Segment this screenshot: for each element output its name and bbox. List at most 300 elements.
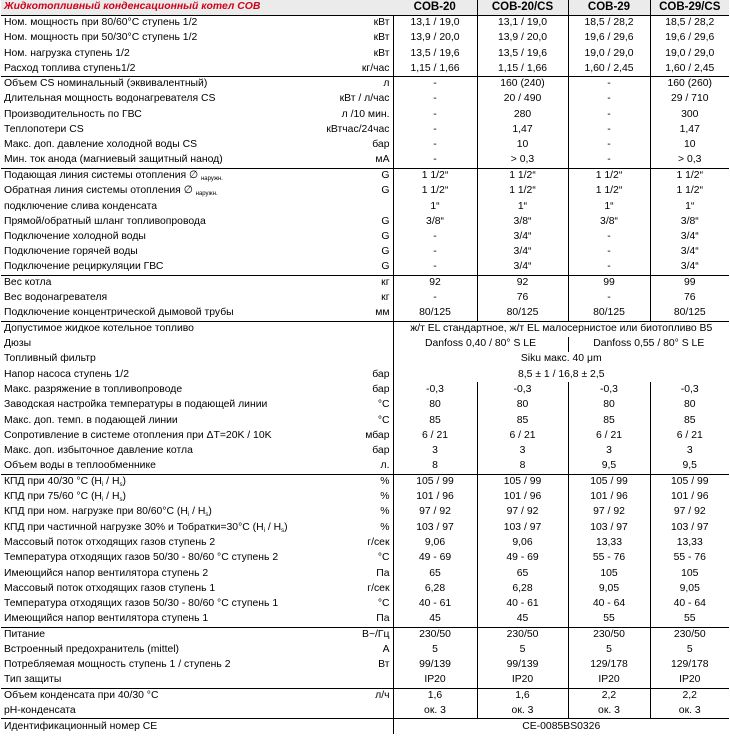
value-cell: 85	[568, 413, 650, 428]
value-cell: 80/125	[393, 306, 477, 321]
parameter-label: Подающая линия системы отопления ∅ $_{наружн.}$	[1, 168, 304, 183]
value-cell: ок. 3	[568, 704, 650, 719]
unit-cell: Па	[304, 566, 393, 581]
parameter-label: Дюзы	[4, 338, 32, 350]
value-cell: 105	[568, 566, 650, 581]
unit-cell: G	[304, 245, 393, 260]
parameter-label: Мин. ток анода (магниевый защитный нанод)	[4, 154, 223, 166]
unit-cell	[304, 704, 393, 719]
value-cell: -	[393, 92, 477, 107]
value-cell: 40 - 61	[393, 597, 477, 612]
value-cell: 9,5	[568, 459, 650, 474]
value-cell: 13,1 / 19,0	[477, 15, 568, 30]
value-cell: 1,15 / 1,66	[393, 61, 477, 76]
parameter-label: Обратная линия системы отопления ∅ $_{наружн.}$	[4, 185, 218, 198]
value-cell: 9,5	[682, 460, 697, 472]
table-row	[1, 459, 729, 474]
parameter-label: КПД при 40/30 °C $(H_i / H_s)$	[1, 474, 304, 489]
parameter-label: Расход топлива ступень1/2	[4, 62, 136, 74]
parameter-label: Прямой/обратный шланг топливопровода	[4, 215, 206, 227]
value-cell: 1 1/2“	[650, 168, 729, 183]
value-cell: 105 / 99	[568, 474, 650, 489]
value-cell: 1 1/2“	[477, 184, 568, 199]
value-cell: 6 / 21	[568, 428, 650, 443]
value-cell: -	[568, 291, 650, 306]
value-cell: 1,47	[679, 124, 700, 136]
table-row	[1, 413, 729, 428]
table-row	[1, 566, 729, 581]
value-cell: 230/50	[650, 627, 729, 642]
value-cell: 18,5 / 28,2	[665, 17, 715, 29]
table-row	[1, 444, 729, 459]
value-cell: 160 (240)	[477, 76, 568, 91]
unit-cell: G	[304, 260, 393, 275]
value-cell: 1 1/2“	[568, 184, 650, 199]
value-cell: 29 / 710	[670, 93, 709, 105]
table-row	[1, 337, 729, 352]
parameter-label: Допустимое жидкое котельное топливо	[1, 321, 304, 336]
parameter-label: Ном. мощность при 80/60°C ступень 1/2	[4, 17, 198, 29]
unit-cell: л/ч	[304, 688, 393, 703]
model-header: COB-20	[393, 0, 477, 15]
table-row	[1, 704, 729, 719]
table-row	[1, 597, 729, 612]
table-title: Жидкотопливный конденсационный котел COB	[1, 0, 393, 15]
value-cell: 6,28	[477, 581, 568, 596]
table-row	[1, 658, 729, 673]
value-cell: 97 / 92	[673, 506, 706, 518]
unit-cell: В~/Гц	[304, 627, 393, 642]
value-cell: 3	[686, 445, 693, 457]
value-cell: 99/139	[393, 658, 477, 673]
value-cell: 40 - 64	[673, 598, 706, 610]
parameter-label: Макс. доп. избыточное давление котла	[4, 445, 193, 457]
unit-cell: °C	[304, 413, 393, 428]
parameter-label: Имеющийся напор вентилятора ступень 2	[4, 567, 209, 579]
parameter-label: Вес котла	[1, 275, 304, 290]
unit-cell	[304, 337, 393, 352]
table-row	[1, 490, 729, 505]
unit-cell: л.	[304, 459, 393, 474]
unit-cell: кВт	[304, 31, 393, 46]
value-cell: ок. 3	[393, 704, 477, 719]
value-cell: 13,9 / 20,0	[477, 31, 568, 46]
unit-cell: G	[304, 214, 393, 229]
table-row	[1, 46, 729, 61]
unit-cell: кг	[304, 291, 393, 306]
parameter-label: Массовый поток отходящих газов ступень 2	[4, 537, 216, 549]
value-cell: 99	[568, 275, 650, 290]
value-cell: 8	[477, 459, 568, 474]
value-cell: 101 / 96	[670, 491, 709, 503]
value-cell: 40 - 64	[568, 597, 650, 612]
value-cell: 3/4“	[477, 245, 568, 260]
value-cell: 3	[477, 444, 568, 459]
unit-cell: мбар	[304, 428, 393, 443]
value-cell: IP20	[568, 673, 650, 688]
value-cell: 1,60 / 2,45	[568, 61, 650, 76]
value-cell: 19,0 / 29,0	[665, 47, 715, 59]
value-cell: 5	[568, 642, 650, 657]
value-cell: IP20	[393, 673, 477, 688]
value-cell: 101 / 96	[393, 490, 477, 505]
parameter-label: Заводская настройка температуры в подающей линии	[4, 399, 268, 411]
value-cell: Danfoss 0,40 / 80° S LE	[393, 337, 568, 352]
unit-cell: кг	[304, 275, 393, 290]
table-row	[1, 291, 729, 306]
value-cell: -	[393, 229, 477, 244]
table-row	[1, 92, 729, 107]
value-cell: 3/4“	[680, 231, 699, 243]
value-cell: > 0,3	[678, 154, 702, 166]
table-row	[1, 642, 729, 657]
value-cell: 103 / 97	[393, 520, 477, 535]
value-cell: 55	[568, 612, 650, 627]
parameter-label: Макс. разряжение в топливопроводе	[4, 384, 183, 396]
value-cell: 280	[477, 107, 568, 122]
value-cell: 6,28	[393, 581, 477, 596]
parameter-label: Топливный фильтр	[4, 353, 96, 365]
value-cell: 92	[477, 275, 568, 290]
parameter-label: Производительность по ГВС	[4, 108, 142, 120]
value-cell: 101 / 96	[568, 490, 650, 505]
value-cell: -	[393, 76, 477, 91]
parameter-label: pH-конденсата	[4, 705, 76, 717]
value-cell: 3/8“	[477, 214, 568, 229]
unit-cell: Па	[304, 612, 393, 627]
value-cell: -	[568, 107, 650, 122]
value-cell: -	[393, 107, 477, 122]
value-cell: ок. 3	[477, 704, 568, 719]
value-cell: 1“	[477, 199, 568, 214]
table-row	[1, 61, 729, 76]
value-cell: CE-0085BS0326	[393, 719, 729, 734]
value-cell: 20 / 490	[477, 92, 568, 107]
value-cell: -	[393, 291, 477, 306]
value-cell: 103 / 97	[477, 520, 568, 535]
value-cell: 1,6	[477, 688, 568, 703]
value-cell: -0,3	[680, 384, 699, 396]
value-cell: 6 / 21	[393, 428, 477, 443]
value-cell: 1“	[393, 199, 477, 214]
parameter-label: Напор насоса ступень 1/2	[4, 368, 129, 380]
value-cell: 55	[683, 613, 696, 625]
unit-cell	[304, 352, 393, 367]
parameter-label: КПД при 75/60 °C $(H_i / H_s)$	[4, 491, 126, 504]
table-row	[1, 31, 729, 46]
table-row	[1, 382, 729, 397]
unit-cell: °C	[304, 398, 393, 413]
unit-cell: °C	[304, 551, 393, 566]
value-cell: 76	[477, 291, 568, 306]
model-header: COB-29	[568, 0, 650, 15]
parameter-label: Теплопотери CS	[4, 124, 84, 136]
value-cell: -	[568, 138, 650, 153]
value-cell: 55 - 76	[673, 552, 706, 564]
unit-cell: кВт	[304, 46, 393, 61]
value-cell: 40 - 61	[477, 597, 568, 612]
value-cell: 10	[683, 139, 696, 151]
value-cell: 13,1 / 19,0	[393, 15, 477, 30]
table-row	[1, 138, 729, 153]
value-cell: 76	[683, 292, 696, 304]
table-row	[1, 168, 729, 183]
parameter-label: Объем воды в теплообменнике	[4, 460, 156, 472]
value-cell: 49 - 69	[477, 551, 568, 566]
table-row	[1, 107, 729, 122]
value-cell: 105 / 99	[393, 474, 477, 489]
value-cell: 9,05	[679, 582, 700, 594]
value-cell: ж/т EL стандартное, ж/т EL малосернистое или биотопливо B5	[393, 321, 729, 336]
value-cell: 97 / 92	[477, 505, 568, 520]
parameter-label: Длительная мощность водонагревателя CS	[4, 93, 216, 105]
value-cell: 2,2	[568, 688, 650, 703]
parameter-label: Подключение концентрической дымовой трубы	[4, 307, 234, 319]
table-row	[1, 627, 729, 642]
value-cell: 97 / 92	[568, 505, 650, 520]
value-cell: 80/125	[477, 306, 568, 321]
value-cell: -	[568, 122, 650, 137]
table-row	[1, 474, 729, 489]
unit-cell: %	[304, 474, 393, 489]
table-row	[1, 551, 729, 566]
table-header	[1, 0, 729, 15]
value-cell: IP20	[477, 673, 568, 688]
unit-cell: G	[304, 229, 393, 244]
value-cell: 129/178	[670, 659, 709, 671]
parameter-label: Имеющийся напор вентилятора ступень 1	[4, 613, 209, 625]
value-cell: 6 / 21	[477, 428, 568, 443]
value-cell: -	[568, 260, 650, 275]
value-cell: 105 / 99	[477, 474, 568, 489]
value-cell: -0,3	[568, 382, 650, 397]
value-cell: 49 - 69	[393, 551, 477, 566]
value-cell: 3/4“	[680, 246, 699, 258]
value-cell: 80/125	[568, 306, 650, 321]
value-cell: 160 (260)	[650, 76, 729, 91]
parameter-label: Макс. доп. давление холодной воды CS	[4, 139, 198, 151]
value-cell: 105	[681, 567, 699, 579]
value-cell: 19,6 / 29,6	[568, 31, 650, 46]
value-cell: 97 / 92	[393, 505, 477, 520]
table-row	[1, 122, 729, 137]
value-cell: 99	[650, 275, 729, 290]
parameter-label: КПД при ном. нагрузке при 80/60°C $(H_i / H_s)$	[4, 506, 212, 519]
parameter-label: Подключение горячей воды	[4, 246, 138, 258]
value-cell: 1,60 / 2,45	[665, 62, 715, 74]
value-cell: -	[568, 92, 650, 107]
value-cell: 3/8“	[568, 214, 650, 229]
value-cell: -	[568, 153, 650, 168]
value-cell: 8	[393, 459, 477, 474]
value-cell: > 0,3	[477, 153, 568, 168]
parameter-label: Вес водонагревателя	[4, 292, 108, 304]
unit-cell	[304, 321, 393, 336]
table-row	[1, 260, 729, 275]
value-cell: 5	[393, 642, 477, 657]
unit-cell: кВт	[304, 15, 393, 30]
value-cell: -	[568, 229, 650, 244]
parameter-label: Подключение холодной воды	[4, 231, 146, 243]
value-cell: Danfoss 0,55 / 80° S LE	[593, 338, 705, 350]
table-row	[1, 688, 729, 703]
table-row	[1, 367, 729, 382]
value-cell: 13,33	[676, 537, 703, 549]
unit-cell	[304, 199, 393, 214]
value-cell: 5	[686, 644, 693, 656]
unit-cell: G	[304, 168, 393, 183]
value-cell: Siku макс. 40 μm	[520, 353, 602, 365]
value-cell: 80	[477, 398, 568, 413]
value-cell: 3/8“	[393, 214, 477, 229]
value-cell: 13,5 / 19,6	[477, 46, 568, 61]
value-cell: 1 1/2“	[477, 168, 568, 183]
model-header: COB-29/CS	[650, 0, 729, 15]
value-cell: 65	[477, 566, 568, 581]
value-cell: 3	[568, 444, 650, 459]
unit-cell: кВтчас/24час	[304, 122, 393, 137]
value-cell: 230/50	[477, 627, 568, 642]
parameter-label: Встроенный предохранитель (mittel)	[4, 644, 180, 656]
unit-cell: °C	[304, 597, 393, 612]
table-row	[1, 321, 729, 336]
value-cell: 9,06	[477, 535, 568, 550]
model-header: COB-20/CS	[477, 0, 568, 15]
value-cell: -0,3	[393, 382, 477, 397]
table-row	[1, 229, 729, 244]
value-cell: 55 - 76	[568, 551, 650, 566]
value-cell: 8,5 ± 1 / 16,8 ± 2,5	[517, 368, 605, 380]
unit-cell: бар	[304, 382, 393, 397]
parameter-label: Объем конденсата при 40/30 °C	[1, 688, 304, 703]
value-cell: 230/50	[568, 627, 650, 642]
table-row	[1, 275, 729, 290]
unit-cell: л /10 мин.	[304, 107, 393, 122]
value-cell: 80	[393, 398, 477, 413]
unit-cell: бар	[304, 367, 393, 382]
unit-cell: G	[304, 184, 393, 199]
table-row	[1, 76, 729, 91]
value-cell: -	[568, 245, 650, 260]
parameter-label: КПД при частичной нагрузке 30% и Тобратки=30°C $(H_i / H_s)$	[4, 521, 288, 534]
unit-cell: %	[304, 505, 393, 520]
value-cell: -	[393, 138, 477, 153]
unit-cell: Вт	[304, 658, 393, 673]
value-cell: 1 1/2“	[676, 185, 704, 197]
table-row	[1, 184, 729, 199]
unit-cell: бар	[304, 444, 393, 459]
value-cell: 13,9 / 20,0	[393, 31, 477, 46]
table-row	[1, 199, 729, 214]
value-cell: 19,6 / 29,6	[665, 32, 715, 44]
table-row	[1, 505, 729, 520]
value-cell: 2,2	[650, 688, 729, 703]
value-cell: 1,47	[477, 122, 568, 137]
unit-cell: %	[304, 520, 393, 535]
value-cell: 3/4“	[477, 229, 568, 244]
table-row	[1, 673, 729, 688]
parameter-label: Потребляемая мощность ступень 1 / ступень 2	[4, 659, 231, 671]
unit-cell: %	[304, 490, 393, 505]
value-cell: 13,5 / 19,6	[393, 46, 477, 61]
parameter-label: Ном. мощность при 50/30°C ступень 1/2	[4, 32, 198, 44]
value-cell: 45	[477, 612, 568, 627]
table-row	[1, 15, 729, 30]
value-cell: 65	[393, 566, 477, 581]
value-cell: 5	[477, 642, 568, 657]
value-cell: 45	[393, 612, 477, 627]
value-cell: 1 1/2“	[393, 184, 477, 199]
table-row	[1, 719, 729, 734]
value-cell: 230/50	[393, 627, 477, 642]
unit-cell: мА	[304, 153, 393, 168]
value-cell: -	[393, 245, 477, 260]
value-cell: 1“	[685, 200, 695, 212]
parameter-label: Сопротивление в системе отопления при ΔT=20K / 10K	[4, 429, 272, 441]
value-cell: -	[393, 153, 477, 168]
value-cell: 92	[393, 275, 477, 290]
table-row	[1, 520, 729, 535]
parameter-label: Питание	[1, 627, 304, 642]
value-cell: 13,33	[568, 535, 650, 550]
parameter-label: Ном. нагрузка ступень 1/2	[4, 47, 130, 59]
unit-cell	[304, 673, 393, 688]
value-cell: 3	[393, 444, 477, 459]
value-cell: 80	[568, 398, 650, 413]
table-row	[1, 612, 729, 627]
value-cell: 9,05	[568, 581, 650, 596]
value-cell: -	[568, 76, 650, 91]
parameter-label: Массовый поток отходящих газов ступень 1	[4, 582, 216, 594]
parameter-label: Идентификационный номер CE	[1, 719, 304, 734]
unit-cell: г/сек	[304, 535, 393, 550]
value-cell: 1 1/2“	[393, 168, 477, 183]
value-cell: 85	[683, 414, 696, 426]
table-row	[1, 153, 729, 168]
parameter-label: Макс. доп. темп. в подающей линии	[4, 414, 178, 426]
value-cell: 1,6	[393, 688, 477, 703]
value-cell: 19,0 / 29,0	[568, 46, 650, 61]
parameter-label: Тип защиты	[4, 674, 62, 686]
value-cell: 103 / 97	[568, 520, 650, 535]
value-cell: 129/178	[568, 658, 650, 673]
value-cell: 3/4“	[680, 261, 699, 273]
value-cell: 10	[477, 138, 568, 153]
value-cell: 85	[477, 413, 568, 428]
value-cell: 99/139	[477, 658, 568, 673]
parameter-label: Объем CS номинальный (эквивалентный)	[1, 76, 304, 91]
unit-cell: кВт / л/час	[304, 92, 393, 107]
value-cell: 101 / 96	[477, 490, 568, 505]
value-cell: 105 / 99	[650, 474, 729, 489]
unit-cell: кг/час	[304, 61, 393, 76]
unit-cell: A	[304, 642, 393, 657]
value-cell: 3/8“	[680, 215, 699, 227]
parameter-label: Температура отходящих газов 50/30 - 80/60 °C ступень 1	[4, 598, 279, 610]
value-cell: 1 1/2“	[568, 168, 650, 183]
unit-cell: мм	[304, 306, 393, 321]
value-cell: ок. 3	[678, 705, 701, 717]
table-row	[1, 245, 729, 260]
value-cell: IP20	[679, 674, 701, 686]
value-cell: 1“	[568, 199, 650, 214]
value-cell: 85	[393, 413, 477, 428]
value-cell: 80/125	[673, 307, 706, 319]
table-row	[1, 581, 729, 596]
table-row	[1, 428, 729, 443]
value-cell: 6 / 21	[676, 429, 703, 441]
value-cell: 1,15 / 1,66	[477, 61, 568, 76]
